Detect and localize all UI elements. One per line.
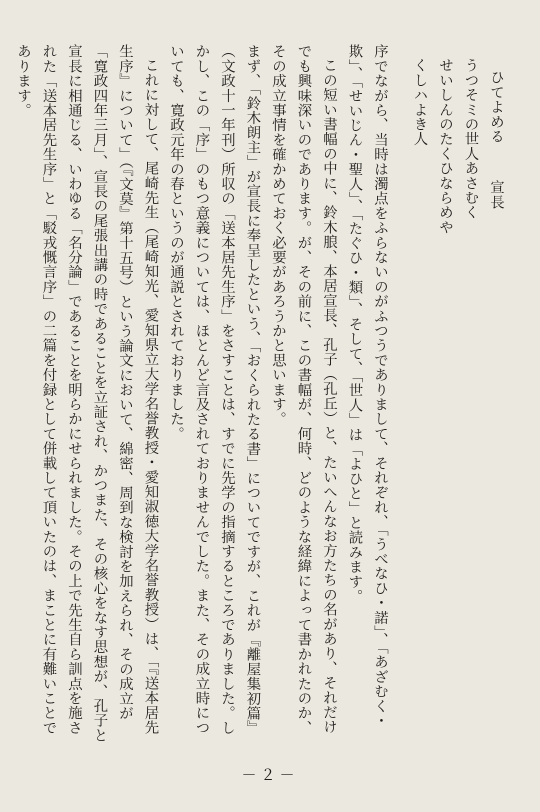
paragraph-gap	[392, 44, 406, 744]
paragraph-4: これに対して、尾崎先生（尾崎知光、愛知県立大学名誉教授・愛知淑徳大学名誉教授）は、「『送本居先生序』について」（『文莫』第十五号）という論文において、綿密、周到な検討を加えられ、その成立が「寛政四年三月」、宣長の尾張出講の時であることを立証され、かつまた、その核心をなす思想が、孔子と宣長に相通じる、いわゆる「名分論」であることを明らかにせられました。その上で先生自ら訓点を施された「送本居先生序」と「駁戎慨言序」の二篇を付録として併載して頂いたのは、まことに有難いことであります。	[15, 44, 159, 743]
poem-block	[406, 44, 508, 744]
poem-line-1: うつそミの世人あさむく	[462, 58, 479, 220]
poem-author: 宣長	[488, 179, 504, 209]
paragraph-1: 序でながら、当時は濁点をふらないのがふつうでありまして、それぞれ、「うべなひ・諾」、「あざむく・欺」、「せいじん・聖人」、「たぐひ・類」、そして、「世人」は「よひと」と読みます。	[346, 44, 388, 728]
vertical-text-body	[15, 44, 508, 744]
poem-title: ひてよめる	[488, 70, 504, 144]
poem-line-2: せいしんのたくひならめや	[437, 58, 453, 235]
poem-title-line	[483, 44, 509, 744]
poem-line-3: くしハよき人	[411, 58, 428, 147]
page-number: －２－	[241, 766, 299, 784]
paragraph-2: この短い書幅の中に、鈴木朖、本居宣長、孔子（孔丘）と、たいへんなお方たちの名があり、それだけでも興味深いのであります。が、その前に、この書幅が、何時、どのような経緯によって書かれたのか、その成立事情を確かめておく必要があろうかと思います。	[270, 44, 337, 735]
paragraph-3: まず、「鈴木朗主」が宣長に奉呈したという、「おくられたる書」についてですが、これが『離屋集初篇』（文政十一年刊）所収の「送本居先生序」をさすことは、すでに先学の指摘するところでありました。しかし、この「序」のもつ意義については、ほとんど言及されておりませんでした。また、その成立時についても、寛政元年の春というのが通説とされておりました。	[168, 44, 261, 736]
